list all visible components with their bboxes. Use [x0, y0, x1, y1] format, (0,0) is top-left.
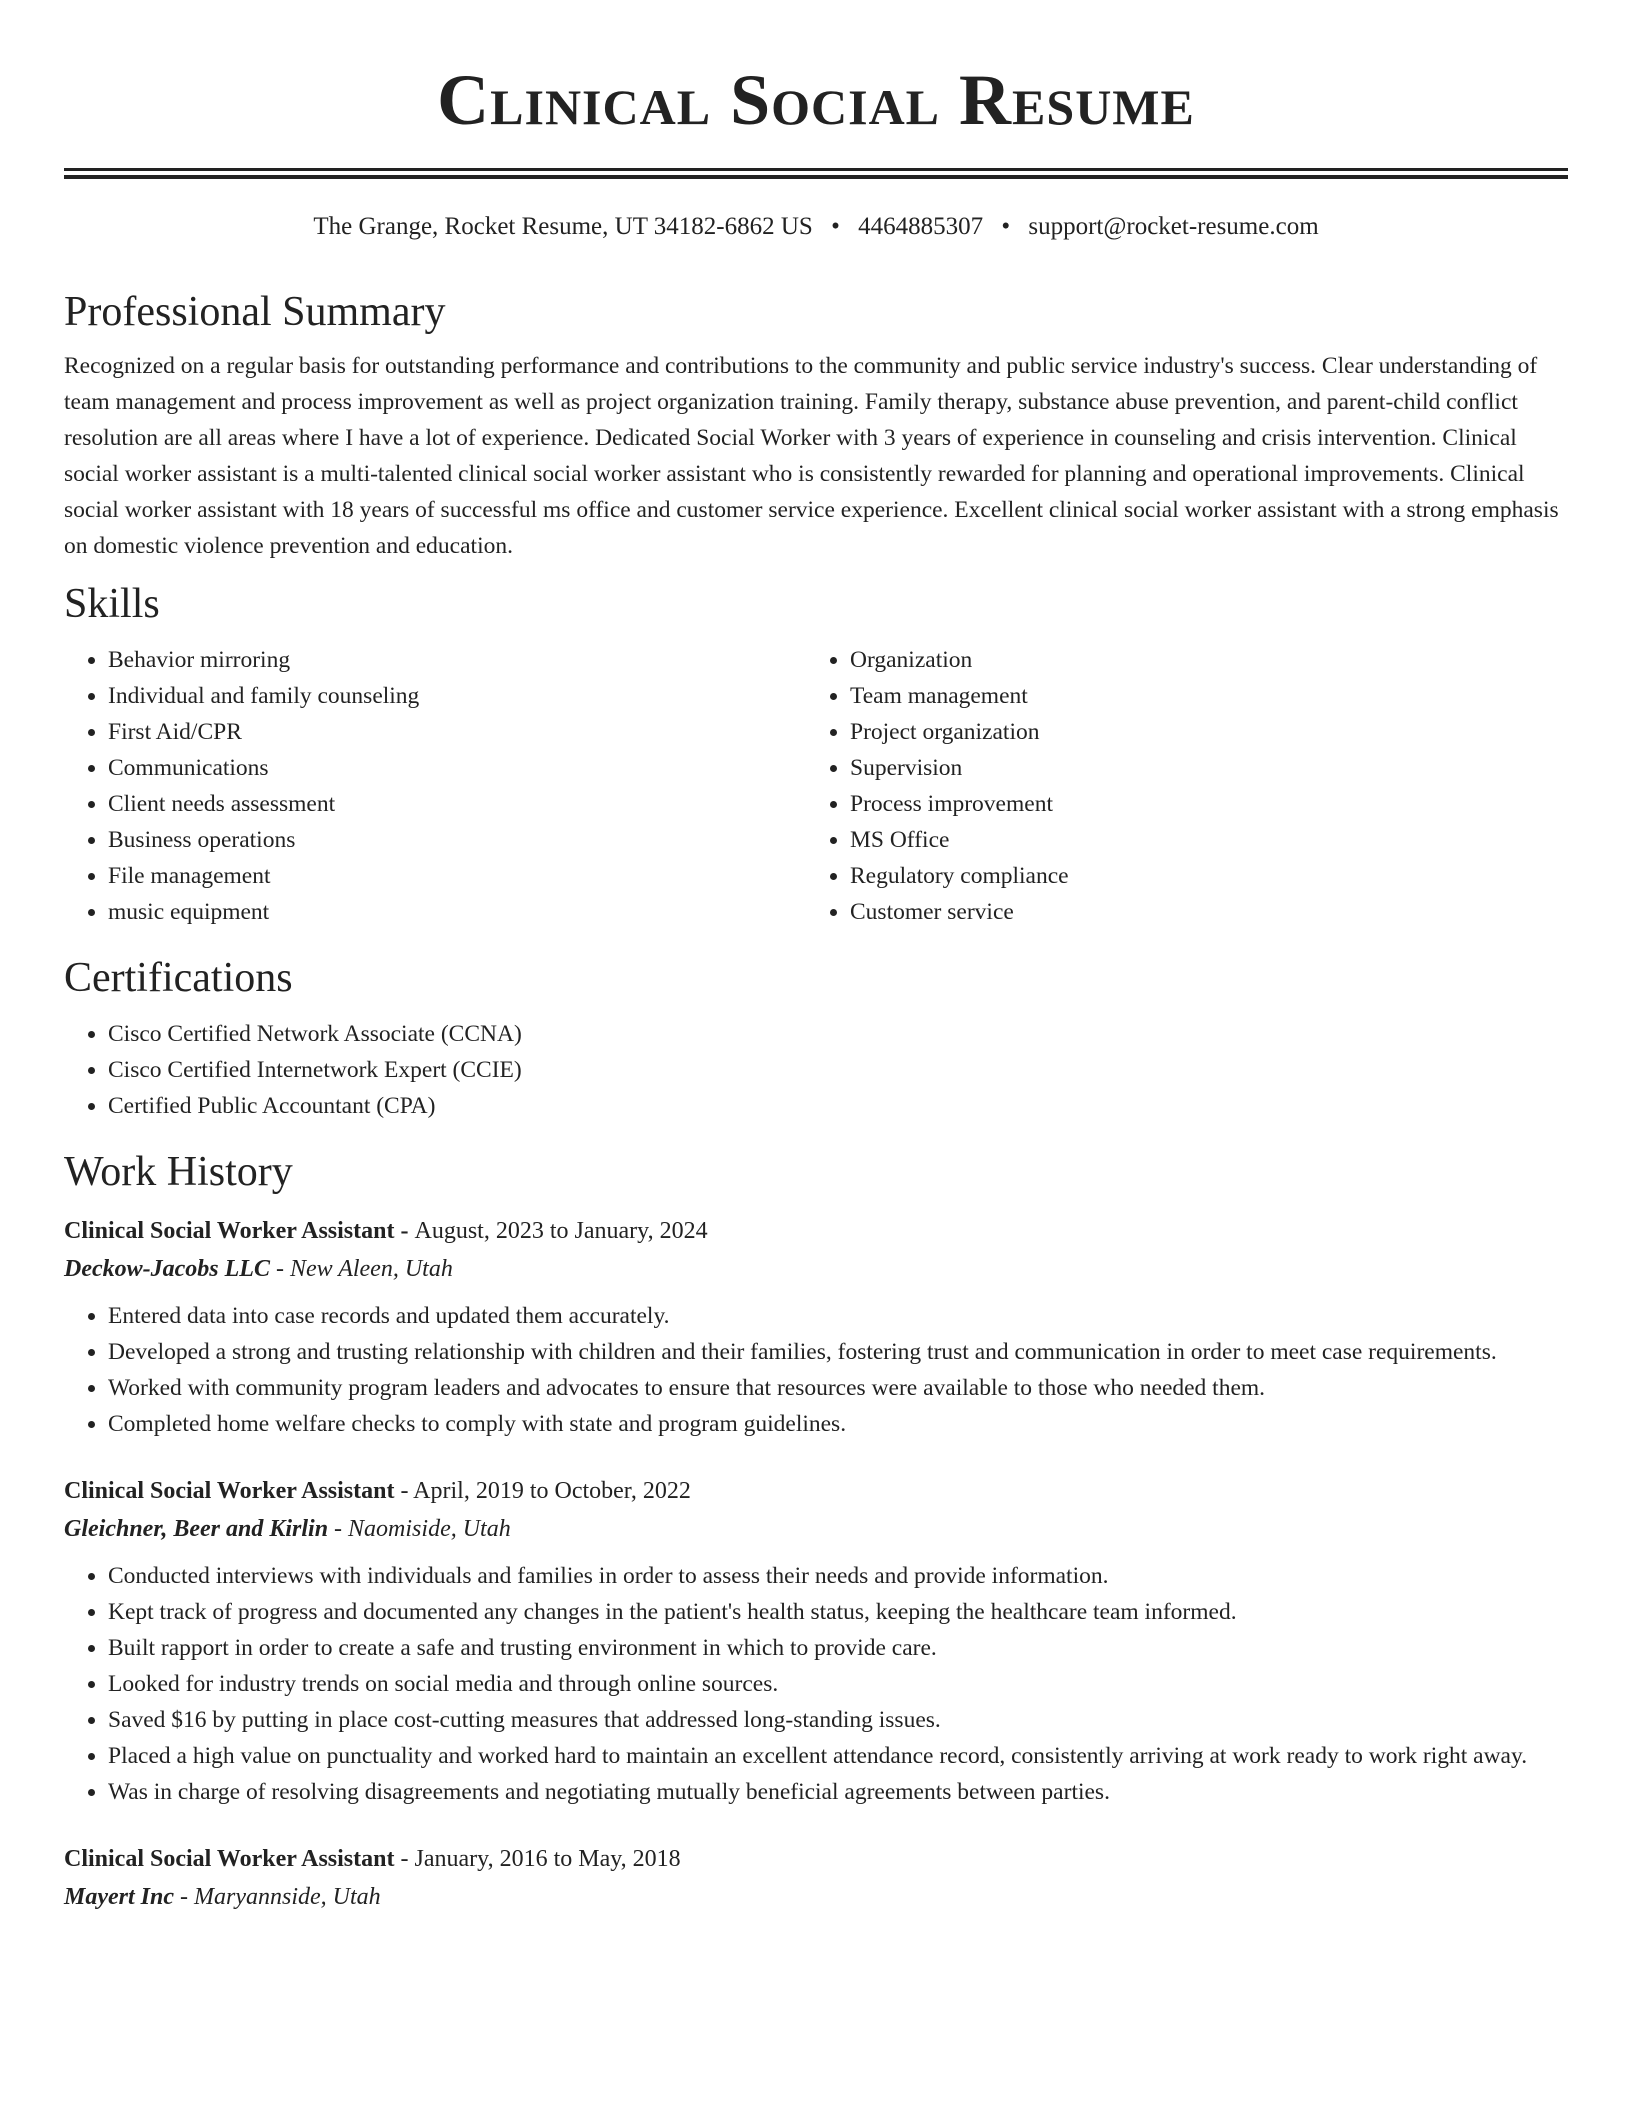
skill-item: • Individual and family counseling: [108, 678, 806, 714]
job-bullet: • Built rapport in order to create a safe and trusting environment in which to provide care.: [108, 1630, 1568, 1666]
summary-section: [64, 286, 1568, 564]
skills-columns: [64, 642, 1568, 930]
job-title-line: Clinical Social Worker Assistant - August, 2023 to January, 2024: [64, 1218, 708, 1244]
certification-item: • Cisco Certified Network Associate (CCNA): [108, 1016, 1568, 1052]
skill-item: • Organization: [850, 642, 1548, 678]
job-company-line: Mayert Inc - Maryannside, Utah: [64, 1884, 381, 1910]
certification-item: • Cisco Certified Internetwork Expert (CCIE): [108, 1052, 1568, 1088]
contact-email: support@rocket-resume.com: [1028, 213, 1319, 240]
job-bullet: • Entered data into case records and updated them accurately.: [108, 1298, 1568, 1334]
job-bullets: [64, 1558, 1568, 1810]
skill-item: • Client needs assessment: [108, 786, 806, 822]
summary-text: Recognized on a regular basis for outstanding performance and contributions to the community and public service industry's success. Clear understanding of team management and process improvement as well as project organization training. Family therapy, substance abuse prevention, and parent-child conflict resolution are all areas where I have a lot of experience. Dedicated Social Worker with 3 years of experience in counseling and crisis intervention. Clinical social worker assistant is a multi-talented clinical social worker assistant who is consistently rewarded for planning and operational improvements. Clinical social worker assistant with 18 years of successful ms office and customer service experience. Excellent clinical social worker assistant with a strong emphasis on domestic violence prevention and education.: [64, 353, 1559, 559]
job-entry: [64, 1212, 1568, 1442]
skill-item: • Behavior mirroring: [108, 642, 806, 678]
skill-item: • First Aid/CPR: [108, 714, 806, 750]
header-divider-thick: [64, 175, 1568, 179]
job-title: Clinical Social Worker Assistant: [64, 1478, 395, 1504]
job-company: Deckow-Jacobs LLC: [64, 1256, 270, 1282]
resume-body: [64, 286, 1568, 1916]
job-bullet: • Worked with community program leaders and advocates to ensure that resources were available to those who needed them.: [108, 1370, 1568, 1406]
certification-item: • Certified Public Accountant (CPA): [108, 1088, 1568, 1124]
job-company: Gleichner, Beer and Kirlin: [64, 1516, 329, 1542]
skill-item: • Communications: [108, 750, 806, 786]
skill-item: • File management: [108, 858, 806, 894]
header-divider-thin: [64, 168, 1568, 171]
skill-item: • Team management: [850, 678, 1548, 714]
skill-item: • Process improvement: [850, 786, 1548, 822]
certifications-list: [64, 1016, 1568, 1124]
resume-name: Clinical Social Resume: [437, 60, 1195, 140]
job-entry: [64, 1472, 1568, 1810]
contact-separator: •: [1001, 213, 1011, 240]
job-bullet: • Placed a high value on punctuality and worked hard to maintain an excellent attendance record, consistently arriving at work ready to work right away.: [108, 1738, 1568, 1774]
job-title-line: Clinical Social Worker Assistant - January, 2016 to May, 2018: [64, 1846, 681, 1872]
job-dates: January, 2016 to May, 2018: [414, 1846, 681, 1872]
work-history-heading: Work History: [64, 1149, 293, 1195]
skill-item: • Regulatory compliance: [850, 858, 1548, 894]
job-bullet: • Completed home welfare checks to comply with state and program guidelines.: [108, 1406, 1568, 1442]
skill-item: • music equipment: [108, 894, 806, 930]
skills-column-left: [64, 642, 806, 930]
job-location: Naomiside, Utah: [348, 1516, 511, 1542]
skills-heading: Skills: [64, 581, 160, 627]
job-title-line: Clinical Social Worker Assistant - April, 2019 to October, 2022: [64, 1478, 691, 1504]
skills-column-right: [806, 642, 1548, 930]
job-bullet: • Conducted interviews with individuals and families in order to assess their needs and provide information.: [108, 1558, 1568, 1594]
job-bullet: • Was in charge of resolving disagreements and negotiating mutually beneficial agreements between parties.: [108, 1774, 1568, 1810]
certifications-heading: Certifications: [64, 955, 293, 1001]
contact-line: [64, 212, 1568, 242]
job-title: Clinical Social Worker Assistant: [64, 1218, 395, 1244]
skill-item: • Customer service: [850, 894, 1548, 930]
job-title: Clinical Social Worker Assistant: [64, 1846, 395, 1872]
skills-list-right: [806, 642, 1548, 930]
contact-address: The Grange, Rocket Resume, UT 34182-6862 US: [313, 213, 813, 240]
job-company-line: Gleichner, Beer and Kirlin - Naomiside, Utah: [64, 1516, 511, 1542]
job-entry: [64, 1840, 1568, 1916]
skill-item: • Business operations: [108, 822, 806, 858]
skills-section: [64, 578, 1568, 930]
job-bullet: • Developed a strong and trusting relationship with children and their families, fostering trust and communication in order to meet case requirements.: [108, 1334, 1568, 1370]
job-location: Maryannside, Utah: [194, 1884, 381, 1910]
job-dates: April, 2019 to October, 2022: [413, 1478, 691, 1504]
skill-item: • Project organization: [850, 714, 1548, 750]
job-bullet: • Looked for industry trends on social media and through online sources.: [108, 1666, 1568, 1702]
resume-header: [64, 58, 1568, 240]
job-location: New Aleen, Utah: [289, 1256, 453, 1282]
job-company: Mayert Inc: [64, 1884, 174, 1910]
job-dates: August, 2023 to January, 2024: [414, 1218, 708, 1244]
contact-phone: 4464885307: [858, 213, 984, 240]
job-company-line: Deckow-Jacobs LLC - New Aleen, Utah: [64, 1256, 453, 1282]
skill-item: • MS Office: [850, 822, 1548, 858]
contact-separator: •: [831, 213, 840, 240]
skill-item: • Supervision: [850, 750, 1548, 786]
job-bullet: • Kept track of progress and documented any changes in the patient's health status, keeping the healthcare team informed.: [108, 1594, 1568, 1630]
summary-heading: Professional Summary: [64, 289, 446, 335]
work-history-section: [64, 1146, 1568, 1916]
job-bullets: [64, 1298, 1568, 1442]
certifications-section: [64, 952, 1568, 1124]
job-bullet: • Saved $16 by putting in place cost-cutting measures that addressed long-standing issues.: [108, 1702, 1568, 1738]
skills-list-left: [64, 642, 806, 930]
